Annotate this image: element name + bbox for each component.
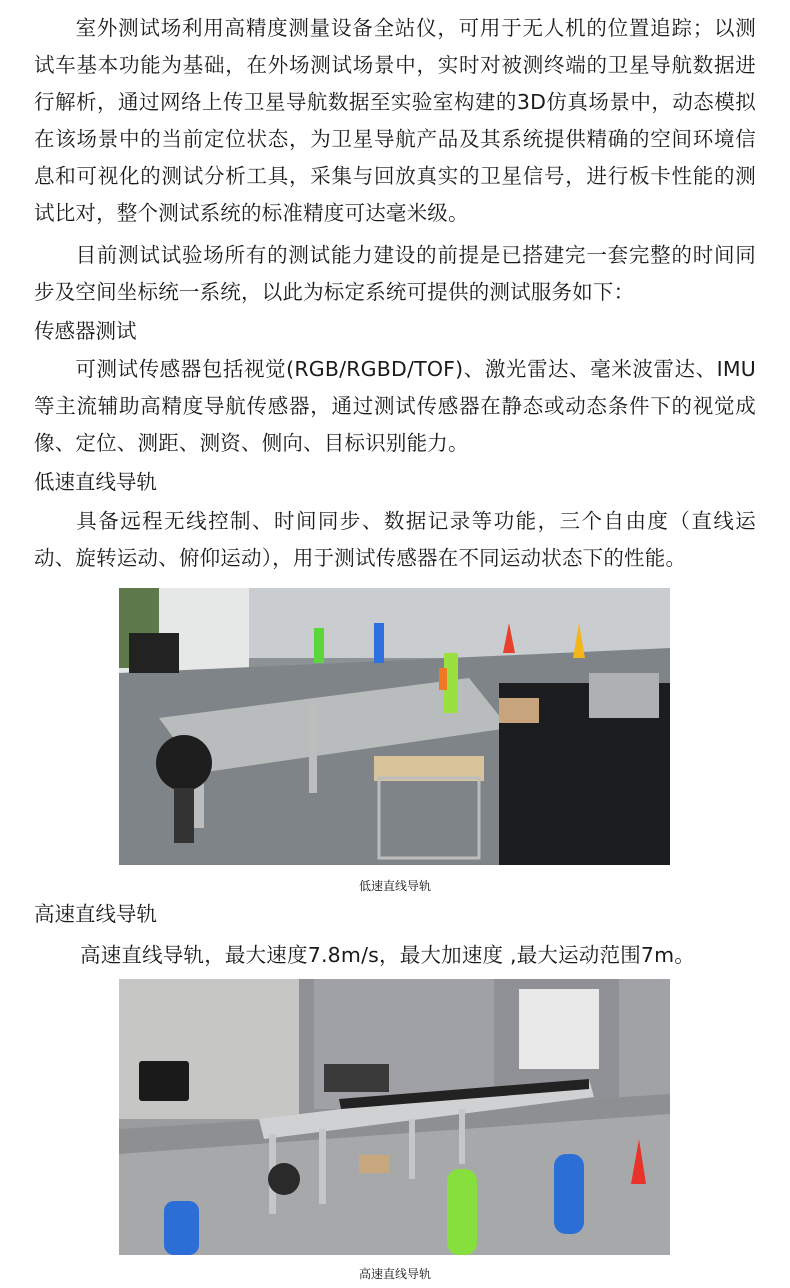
sensor-test-heading: 传感器测试 [34, 319, 137, 343]
low-speed-rail-photo [119, 588, 670, 865]
high-speed-rail-text: 高速直线导轨，最大速度7.8m/s，最大加速度 ,最大运动范围7m。 [80, 943, 696, 967]
low-speed-rail-caption: 低速直线导轨 [358, 879, 431, 893]
high-speed-rail-heading: 高速直线导轨 [34, 902, 157, 926]
sensor-test-paragraph [34, 351, 756, 462]
intro-paragraph-2-text: 目前测试试验场所有的测试能力建设的前提是已搭建完一套完整的时间同步及空间坐标统一系统，以此为标定系统可提供的测试服务如下： [34, 243, 756, 304]
intro-paragraph-1-text: 室外测试场利用高精度测量设备全站仪，可用于无人机的位置追踪；以测试车基本功能为基础，在外场测试场景中，实时对被测终端的卫星导航数据进行解析，通过网络上传卫星导航数据至实验室构建的3D仿真场景中，动态模拟在该场景中的当前定位状态，为卫星导航产品及其系统提供精确的空间环境信息和可视化的测试分析工具，采集与回放真实的卫星信号，进行板卡性能的测试比对，整个测试系统的标准精度可达毫米级。 [34, 16, 756, 225]
high-speed-rail-paragraph [80, 937, 780, 974]
low-speed-rail-paragraph [34, 503, 756, 577]
low-speed-rail-heading: 低速直线导轨 [34, 470, 157, 494]
low-speed-rail-text: 具备远程无线控制、时间同步、数据记录等功能，三个自由度（直线运动、旋转运动、俯仰运动），用于测试传感器在不同运动状态下的性能。 [34, 509, 756, 570]
high-speed-rail-photo [119, 979, 670, 1255]
intro-paragraph-2 [34, 237, 756, 311]
sensor-test-text: 可测试传感器包括视觉(RGB/RGBD/TOF)、激光雷达、毫米波雷达、IMU等主流辅助高精度导航传感器，通过测试传感器在静态或动态条件下的视觉成像、定位、测距、测资、侧向、目标识别能力。 [34, 357, 756, 455]
intro-paragraph-1 [34, 10, 756, 232]
high-speed-rail-caption: 高速直线导轨 [358, 1267, 431, 1281]
